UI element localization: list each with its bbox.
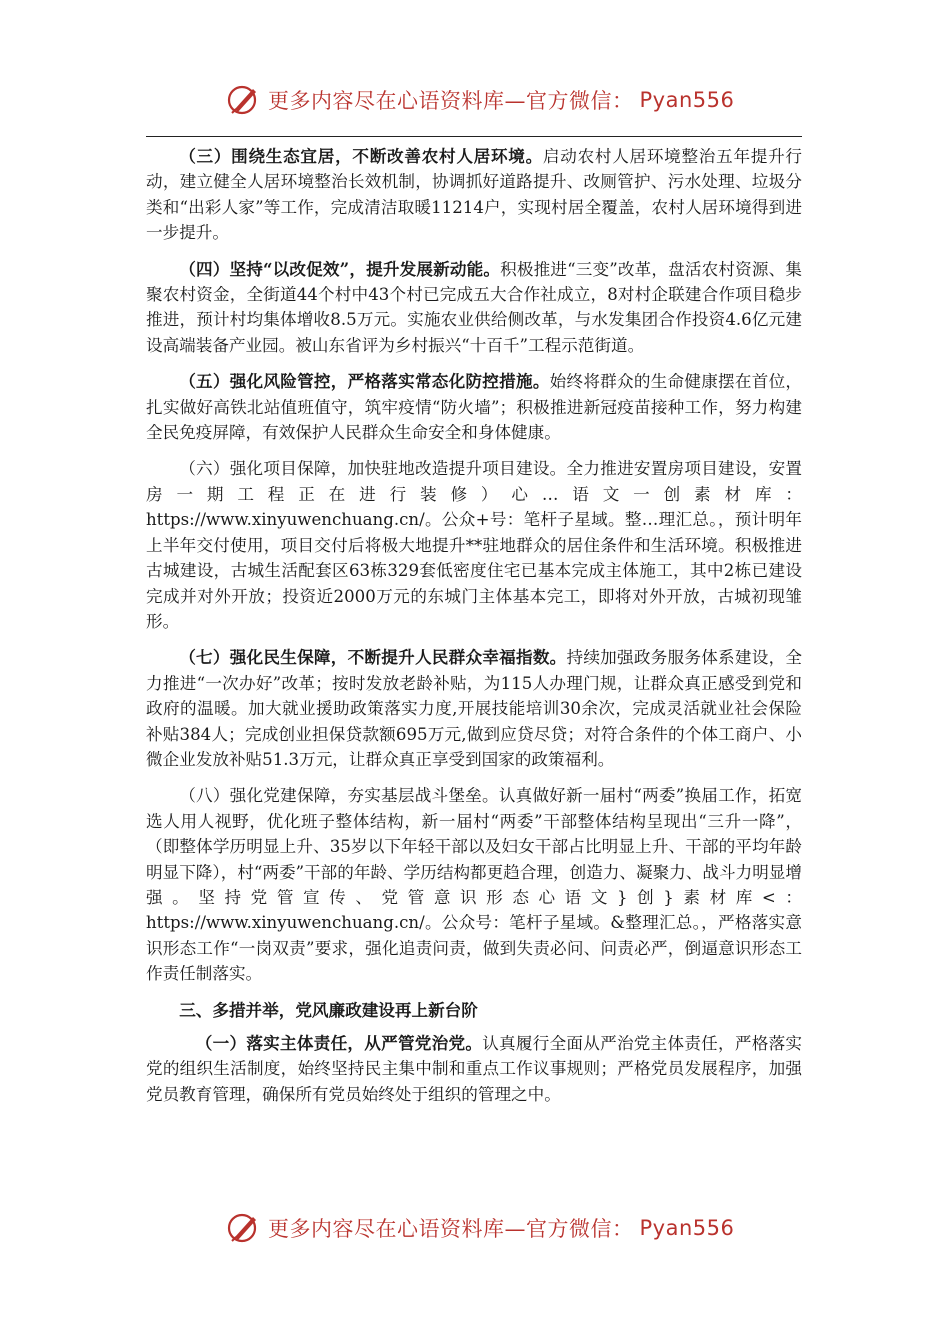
paragraph-body: （六）强化项目保障，加快驻地改造提升项目建设。全力推进安置房项目建设，安置房一期工程正在进行装修）心…语文一创素材库：https://www.xinyuwenchuang.cn/。公众+号：笔杆子星域。整…理汇总。，预计明年上半年交付使用，项目交付后将极大地提升**驻地群众的居住条件和生活环境。积极推进古城建设，古城生活配套区63栋329套低密度住宅已基本完成主体施工，其中2栋已建设完成并对外开放；投资近2000万元的东城门主体基本完工，即将对外开放，古城初现雏形。 <box>146 459 802 631</box>
pen-logo-icon <box>226 1210 262 1246</box>
paragraph-body: 启动农村人居环境整治五年提升行动，建立健全人居环境整治长效机制，协调抓好道路提升、改厕管护、污水处理、垃圾分类和“出彩人家”等工作，完成清洁取暖11214户，实现村居全覆盖，农村人居环境得到进一步提升。 <box>146 147 803 243</box>
paragraph-lead: （五）强化风险管控，严格落实常态化防控措施。 <box>179 371 550 392</box>
paragraph-section3-1 <box>146 1031 802 1107</box>
paragraph-body: 积极推进“三变”改革，盘活农村资源、集聚农村资金，全街道44个村中43个村已完成五大合作社成立，8对村企联建合作项目稳步推进，预计村均集体增收8.5万元。实施农业供给侧改革，与水发集团合作投资4.6亿元建设高端装备产业园。被山东省评为乡村振兴“十百千”工程示范街道。 <box>146 259 802 355</box>
paragraph-lead: （三）围绕生态宜居，不断改善农村人居环境。 <box>179 146 543 166</box>
footer-banner <box>226 1206 734 1250</box>
paragraph-body: （八）强化党建保障，夯实基层战斗堡垒。认真做好新一届村“两委”换届工作，拓宽选人用人视野，优化班子整体结构，新一届村“两委”干部整体结构呈现出“三升一降”，（即整体学历明显上升、35岁以下年轻干部以及妇女干部占比明显上升、干部的平均年龄明显下降），村“两委”干部的年龄、学历结构都更趋合理，创造力、凝聚力、战斗力明显增强。坚持党管宣传、党管意识形态心语文}创}素材库<：https://www.xinyuwenchuang.cn/。公众号：笔杆子星域。&整理汇总。，严格落实意识形态工作“一岗双责”要求，强化追责问责，做到失责必问、问责必严，倒逼意识形态工作责任制落实。 <box>146 786 802 984</box>
header-rule <box>146 136 802 137</box>
section-heading <box>146 998 802 1023</box>
banner-text: 更多内容尽在心语资料库—官方微信： <box>268 89 634 113</box>
paragraph-body: 认真履行全面从严治党主体责任，严格落实党的组织生活制度，始终坚持民主集中制和重点工作议事规则；严格党员发展程序，加强党员教育管理，确保所有党员始终处于组织的管理之中。 <box>146 1034 803 1104</box>
paragraph-6 <box>146 456 802 634</box>
paragraph-5 <box>146 369 802 445</box>
document-body <box>146 144 802 1118</box>
paragraph-lead: （七）强化民生保障，不断提升人民群众幸福指数。 <box>179 647 567 668</box>
paragraph-body: 始终将群众的生命健康摆在首位，扎实做好高铁北站值班值守，筑牢疫情“防火墙”；积极推进新冠疫苗接种工作，努力构建全民免疫屏障，有效保护人民群众生命安全和身体健康。 <box>146 372 803 443</box>
header-banner <box>226 78 734 122</box>
wechat-id: Pyan556 <box>639 1216 735 1240</box>
paragraph-3 <box>146 144 802 246</box>
paragraph-lead: （四）坚持“以改促效”，提升发展新动能。 <box>179 258 501 279</box>
section-heading-text: 三、多措并举，党风廉政建设再上新台阶 <box>179 999 478 1020</box>
paragraph-8 <box>146 783 802 986</box>
paragraph-7 <box>146 645 802 772</box>
pen-logo-icon <box>226 82 262 118</box>
banner-text: 更多内容尽在心语资料库—官方微信： <box>268 1217 634 1241</box>
paragraph-4 <box>146 257 802 359</box>
wechat-id: Pyan556 <box>639 88 735 112</box>
paragraph-body: 持续加强政务服务体系建设，全力推进“一次办好”改革；按时发放老龄补贴，为115人办理门规，让群众真正感受到党和政府的温暖。加大就业援助政策落实力度,开展技能培训30余次，完成灵活就业社会保险补贴384人；完成创业担保贷款额695万元,做到应贷尽贷；对符合条件的个体工商户、小微企业发放补贴51.3万元，让群众真正享受到国家的政策福利。 <box>146 648 803 769</box>
paragraph-lead: （一）落实主体责任，从严管党治党。 <box>195 1033 483 1053</box>
